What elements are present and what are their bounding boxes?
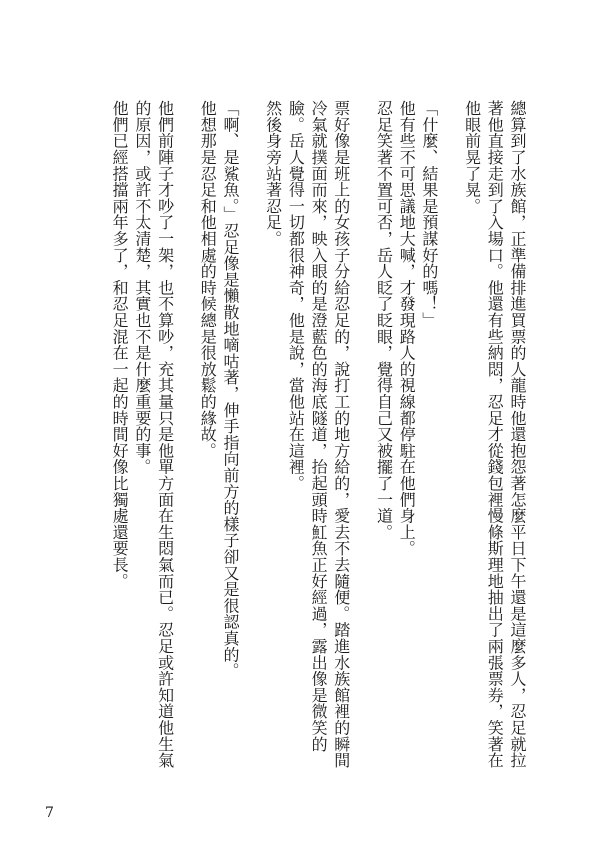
page-number: 7 [45,805,54,821]
paragraph-9: 他們前陣子才吵了一架，也不算吵，充其量只是他單方面在生悶氣而已。忍足或許知道他生氣的原因，或許不太清楚，其實也不是什麼重要的事。 [132,100,175,769]
spacer [352,100,372,780]
spacer [176,100,196,780]
paragraph-2: 「什麼、結果是預謀好的嗎！」 [419,100,439,329]
paragraph-1: 總算到了水族館，正準備排進買票的人龍時他還抱怨著怎麼平日下午還是這麼多人，忍足就拉著他直接走到了入場口。他還有些納悶，忍足才從錢包裡慢條斯理地抽出了兩張票券，笑著在他眼前晃了晃。 [462,100,527,769]
paragraph-10: 他們已經搭擋兩年多了，和忍足混在一起的時間好像比獨處還要長。 [110,100,130,589]
vertical-text-body [107,100,528,780]
spacer [440,100,460,780]
paragraph-3: 他有些不可思議地大喊，才發現路人的視線都停駐在他們身上。 [397,100,417,557]
paragraph-8: 他想那是忍足和他相處的時候總是很放鬆的緣故。 [198,100,218,459]
paragraph-6: 然後身旁站著忍足。 [263,100,283,247]
paragraph-7: 「啊、是鯊魚。」忍足像是懶散地嘀咕著，伸手指向前方的樣子卻又是很認真的。 [220,100,240,679]
spacer [241,100,261,780]
paragraph-4: 忍足笑著不置可否，岳人眨了眨眼，覺得自己又被擺了一道。 [374,100,394,541]
paragraph-5: 票好像是班上的女孩子分給忍足的，說打工的地方給的，愛去不去隨便。踏進水族館裡的瞬間冷氣就撲面而來，映入眼的是澄藍色的海底隧道，抬起頭時魟魚正好經過，露出像是微笑的臉。岳人覺得一切都很神奇，他是說，當他站在這裡。 [286,100,351,769]
